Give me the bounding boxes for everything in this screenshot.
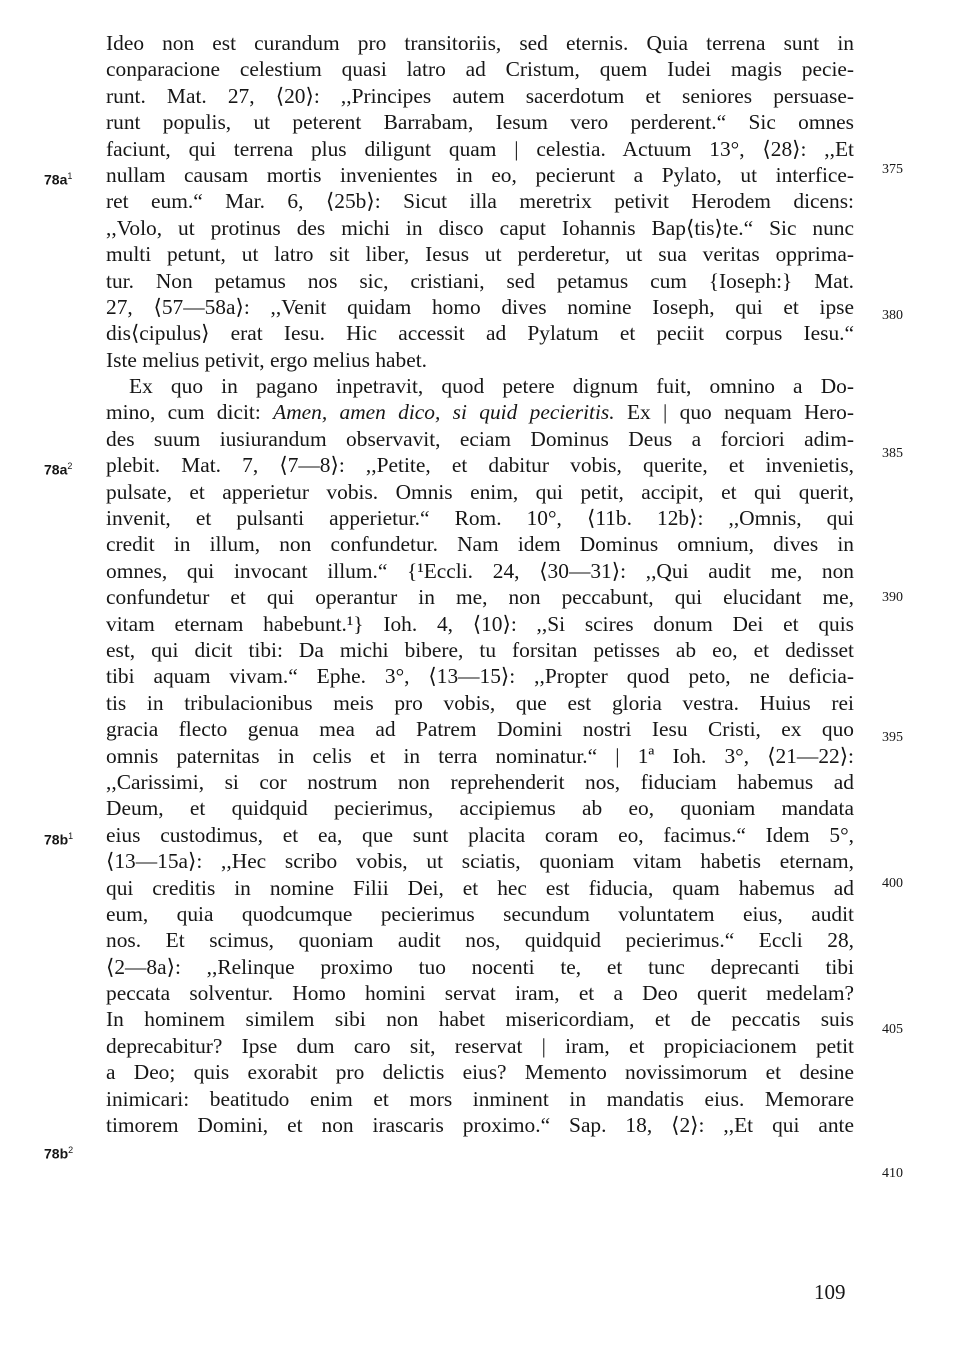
- folio-base: 78b: [44, 1145, 69, 1162]
- folio-sup: 1: [67, 171, 73, 181]
- folio-base: 78b: [44, 831, 69, 848]
- text-line: inimicari: beatitudo enim et mors inminent in mandatis eius. Memorare: [106, 1086, 854, 1111]
- text-line: multi petunt, ut latro sit liber, Iesus ut perderetur, ut sua veritas opprima-: [106, 242, 854, 267]
- text-line: deprecabitur? Ipse dum caro sit, reservat | iram, et propiciacionem petit: [106, 1033, 854, 1058]
- text-line: Deum, et quidquid pecierimus, accipiemus ab eo, quoniam mandata: [106, 796, 854, 821]
- text-line: nos. Et scimus, quoniam audit nos, quidquid pecierimus.“ Eccli 28,: [106, 928, 854, 953]
- folio-marker: [44, 826, 98, 850]
- text-line: Ideo non est curandum pro transitoriis, sed eternis. Quia terrena sunt in: [106, 31, 854, 55]
- text-line: eius custodimus, et ea, que sunt placita coram eo, facimus.“ Idem 5°,: [106, 822, 854, 847]
- text-segment: mino, cum dicit:: [106, 400, 261, 425]
- text-line: runt populis, ut peterent Barrabam, Iesum vero perderent.“ Sic omnes: [106, 110, 854, 135]
- text-line: dis⟨cipulus⟩ erat Iesu. Hic accessit ad Pylatum et peciit corpus Iesu.“: [106, 321, 854, 346]
- text-line: ret eum.“ Mar. 6, ⟨25b⟩: Sicut illa meretrix petivit Herodem dicens:: [106, 189, 854, 214]
- text-line: 27, ⟨57—58a⟩: ,,Venit quidam homo dives nomine Ioseph, qui et ipse: [106, 294, 854, 319]
- folio-base: 78a: [44, 461, 68, 478]
- folio-sup: 1: [68, 831, 74, 841]
- text-line: des suum iusiurandum observavit, eciam Dominus Deus a forciori adim-: [106, 426, 854, 451]
- text-line: gracia flecto genua mea ad Patrem Domini nostri Iesu Cristi, ex quo: [106, 717, 854, 742]
- text-line: [106, 1138, 854, 1164]
- text-segment: Ex | quo nequam Hero-: [626, 400, 854, 425]
- text-line: invenit, et pulsanti apperietur.“ Rom. 10°, ⟨11b. 12b⟩: ,,Omnis, qui: [106, 506, 854, 531]
- text-line: ,,Volo, ut protinus des michi in disco caput Iohannis Bap⟨tis⟩te.“ Sic nunc: [106, 215, 854, 240]
- text-line: faciunt, qui terrena plus diligunt quam | celestia. Actuum 13°, ⟨28⟩: ,,Et: [106, 136, 854, 161]
- line-number: 375: [882, 162, 903, 177]
- text-line: confundetur et qui operantur in me, non peccabunt, qui elucidant me,: [106, 585, 854, 610]
- page-number: 109: [814, 1280, 846, 1304]
- text-line: omnes, qui invocant illum.“ {¹Eccli. 24, ⟨30—31⟩: ,,Qui audit me, non: [106, 558, 854, 583]
- folio-sup: 2: [68, 1145, 74, 1155]
- text-line: qui creditis in nomine Filii Dei, et hec est fiducia, quam habemus ad: [106, 875, 854, 900]
- text-line: In hominem similem sibi non habet misericordiam, et de peccatis suis: [106, 1007, 854, 1032]
- text-line: runt. Mat. 27, ⟨20⟩: ,,Principes autem sacerdotum et seniores persuase-: [106, 83, 854, 108]
- text-line: tis in tribulacionibus meis pro vobis, que est gloria vestra. Huius rei: [106, 690, 854, 715]
- folio-marker: [44, 166, 98, 190]
- text-line: ⟨13—15a⟩: ,,Hec scribo vobis, ut sciatis, quoniam vitam habetis eternam,: [106, 849, 854, 874]
- text-line: plebit. Mat. 7, ⟨7—8⟩: ,,Petite, et dabitur vobis, querite, et invenietis,: [106, 453, 854, 478]
- line-number: 400: [882, 876, 903, 891]
- text-line: ,,Carissimi, si cor nostrum non reprehenderit nos, fiduciam habemus ad: [106, 769, 854, 794]
- text-line: vitam eternam habebunt.¹} Ioh. 4, ⟨10⟩: ,,Si scires donum Dei et quis: [106, 611, 854, 636]
- line-number: 390: [882, 590, 903, 605]
- text-line: Ex quo in pagano inpetravit, quod petere dignum fuit, omnino a Do-: [129, 374, 854, 399]
- line-number: 405: [882, 1022, 903, 1037]
- main-text: [106, 30, 854, 1165]
- text-line: eum, quia quodcumque pecierimus secundum voluntatem eius, audit: [106, 901, 854, 926]
- text-line: a Deo; quis exorabit pro delictis eius? Memento novissimorum et desine: [106, 1060, 854, 1085]
- text-line: pulsate, et apperietur vobis. Omnis enim, qui petit, accipit, et qui querit,: [106, 479, 854, 504]
- line-number: 385: [882, 446, 903, 461]
- line-number: 380: [882, 308, 903, 323]
- line-number: 395: [882, 730, 903, 745]
- text-line-with-italic: [106, 399, 854, 425]
- text-line: Iste melius petivit, ergo melius habet.: [106, 347, 427, 372]
- italic-quote: Amen, amen dico, si quid pecieritis.: [273, 400, 615, 425]
- text-line: timorem Domini, et non irascaris proximo.“ Sap. 18, ⟨2⟩: ,,Et qui ante: [106, 1113, 854, 1138]
- text-line: nullam causam mortis invenientes in eo, pecierunt a Pylato, ut interfice-: [106, 162, 854, 187]
- text-line: tibi aquam vivam.“ Ephe. 3°, ⟨13—15⟩: ,,Propter quod peto, ne deficia-: [106, 664, 854, 689]
- text-line: tur. Non petamus nos sic, cristiani, sed petamus cum {Ioseph:} Mat.: [106, 268, 854, 293]
- folio-sup: 2: [67, 461, 73, 471]
- text-line: credit in illum, non confundetur. Nam idem Dominus omnium, dives in: [106, 532, 854, 557]
- folio-marker: [44, 456, 98, 480]
- text-line: conparacione celestium quasi latro ad Cristum, quem Iudei magis pecie-: [106, 57, 854, 82]
- text-line: est, qui dicit tibi: Da michi bibere, tu forsitan petisses ab eo, et dedisset: [106, 637, 854, 662]
- text-line: omnis paternitas in celis et in terra nominatur.“ | 1ª Ioh. 3°, ⟨21—22⟩:: [106, 743, 854, 768]
- line-number: 410: [882, 1166, 903, 1181]
- text-line: peccata solventur. Homo homini servat iram, et a Deo querit medelam?: [106, 981, 854, 1006]
- folio-base: 78a: [44, 171, 68, 188]
- text-line: ⟨2—8a⟩: ,,Relinque proximo tuo nocenti te, et tunc deprecanti tibi: [106, 954, 854, 979]
- folio-marker: [44, 1140, 98, 1164]
